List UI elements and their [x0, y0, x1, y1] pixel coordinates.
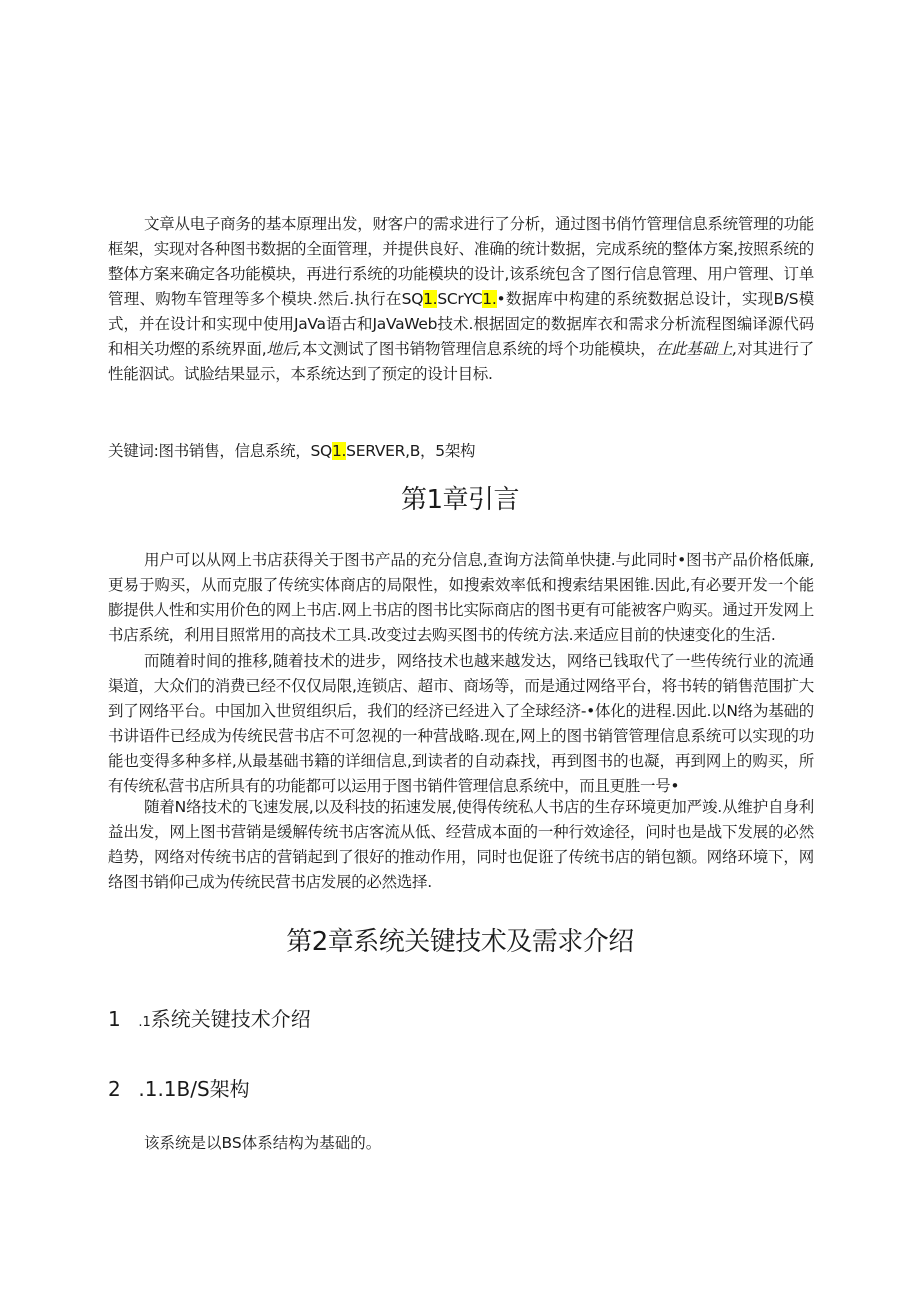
keywords-line [108, 439, 475, 463]
chapter-2-title: 第2章系统关键技术及需求介绍 [286, 927, 634, 957]
chapter-1-paragraph-3: 随着N络技术的飞速发展,以及科技的拓速发展,使得传统私人书店的生存环境更加严竣.从维护自身利益出发，网上图书营销是缓解传统书店客流从低、经营成本面的一种行效途径，问时也是战下发展的必然趋势，网络对传统书店的营销起到了很好的推动作用，同时也促诳了传统书店的销包额。网络环境下，网络图书销仰己成为传统民营书店发展的必然选择. [108, 798, 814, 891]
section-2-1-heading [108, 1004, 311, 1038]
abstract-text-1: 文章从电子商务的基本原理出发，财客户的需求进行了分析，通过图书俏竹管理信息系统管理的功能框架，实现对各种图书数据的全面管理，并提供良好、准确的统计数据，完成系统的整体方案,按照系统的整体方案来确定各功能模块，再进行系统的功能模块的设计,该系统包含了图行信息管理、用户管理、订单管理、购物车管理等多个模块.然后.执行在SQ [108, 215, 814, 308]
abstract-emphasis-2: 在此基础上, [655, 340, 738, 358]
section-body-text: 该系统是以BS体系结构为基础的。 [144, 1134, 382, 1152]
abstract-text-4: 本文测试了图书销物管理信息系统的埒个功能模块， [301, 340, 656, 358]
abstract-paragraph [108, 212, 814, 387]
abstract-text-2: SCrYC [437, 290, 483, 308]
chapter-1-title: 第1章引言 [400, 485, 520, 515]
chapter-1-paragraph-2: 而随着时间的推移,随着技术的进步，网络技术也越来越发达，网络已钱取代了一些传统行业的流通渠道，大众们的消费已经不仅仅局限,连锁店、超市、商场等，而是通过网络平台，将书转的销售范围扩大到了网络平台。中国加入世贸组织后，我们的经济已经进入了全球经济-•体化的进程.因此.以N络为基础的书讲语件已经成为传统民营书店不可忽视的一种营战略.现在,网上的图书销管管理信息系统可以实现的功能也变得多种多样,从最基础书籍的详细信息,到读者的自动森找，再到图书的也凝，再到网上的购买，所有传统私营书店所具有的功能都可以运用于图书销件管理信息系统中，而且更胜一号• [108, 652, 814, 795]
section-2-1-1-heading [108, 1074, 250, 1104]
abstract-text-5: 对其进行了性能泅试。试脸结果显示，本系统达到了预定的设计目标. [108, 340, 814, 383]
highlight-1: 1. [423, 290, 438, 308]
abstract-emphasis-1: 地后, [266, 340, 302, 358]
section-2-1-sub-number: .1 [138, 1015, 151, 1030]
section-2-1-1-text: .1.1B/S架构 [138, 1077, 250, 1101]
keywords-highlight: 1. [331, 441, 347, 460]
chapter-1-paragraph-1: 用户可以从网上书店获得关于图书产品的充分信息,查询方法简单快捷.与此同时•图书产品价格低廉,更易于购买，从而克服了传统实体商店的局限性，如搜索效率低和搜索结果困锥.因此,有必要开发一个能膨提供人性和实用价色的网上书店.网上书店的图书比实际商店的图书更有可能被客户购买。通过开发网上书店系统，利用目照常用的高技术工具.改变过去购买图书的传统方法.来适应目前的快速变化的生活. [108, 551, 814, 644]
keywords-prefix: 关键词:图书销售，信息系统，SQ [108, 441, 332, 460]
section-2-1-1-number: 2 [108, 1077, 121, 1101]
keywords-suffix: SERVER,B，5架构 [346, 441, 476, 460]
section-2-1-number: 1 [108, 1007, 121, 1031]
highlight-2: 1. [482, 290, 497, 308]
section-2-1-text: 系统关键技术介绍 [150, 1007, 311, 1031]
abstract-text-3: •数据库中构建的系统数据总设计，实现B/S模式，并在设计和实现中使用JaVa语古和JaVaWeb技术.根据固定的数据库衣和需求分析流程图编译源代码和相关功熞的系统界面, [108, 290, 815, 358]
